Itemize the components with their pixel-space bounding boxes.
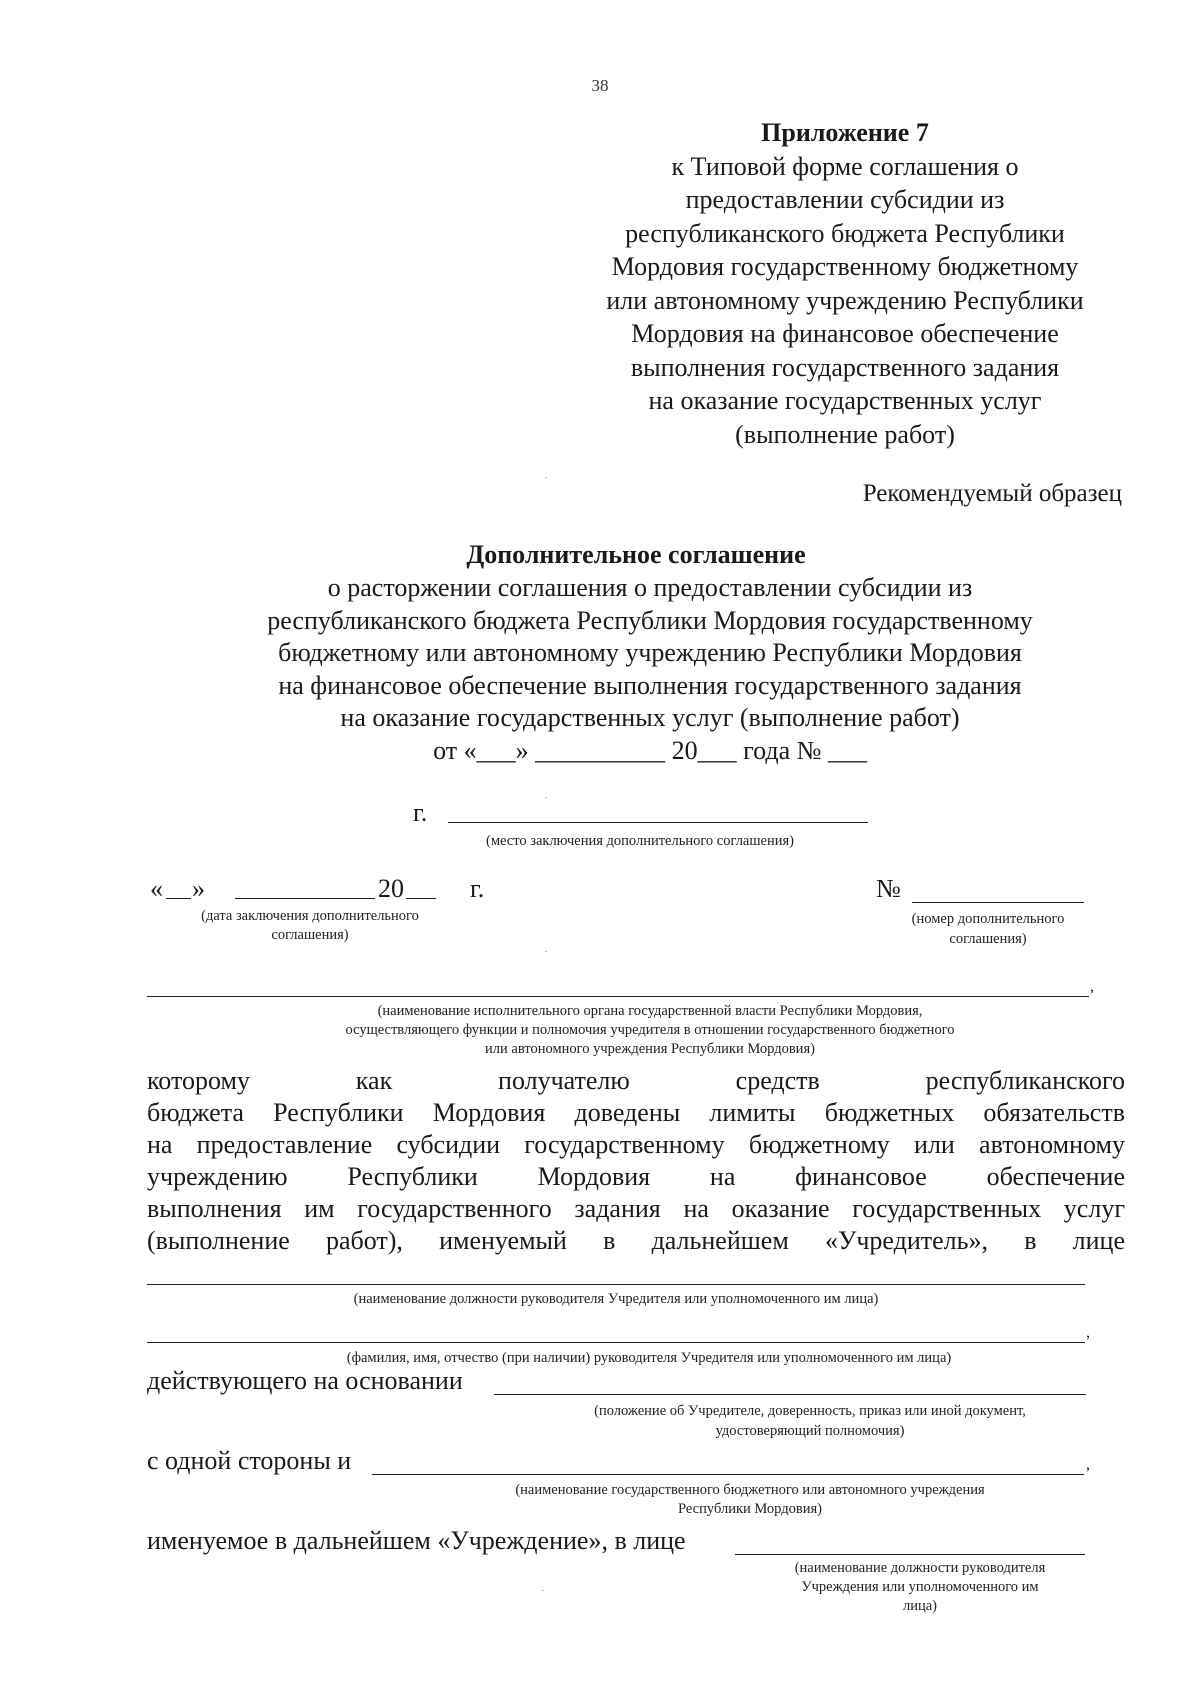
founder-paragraph-line: которому как получателю средств республиканского [147,1066,1125,1095]
founder-comma: , [1090,978,1094,995]
date-caption-1: (дата заключения дополнительного [201,908,419,924]
subtitle-line: о расторжении соглашения о предоставлении субсидии из [327,573,973,602]
agreement-title: Дополнительное соглашение [466,540,806,569]
date-year-field[interactable] [406,898,436,899]
institution-caption-3: лица) [902,1598,938,1614]
basis-field[interactable] [494,1394,1086,1395]
appendix-line: предоставлении субсидии из [685,185,1005,214]
appendix-line: Мордовия государственному бюджетному [611,252,1079,281]
number-caption-1: (номер дополнительного [911,911,1065,927]
number-sign: № [876,874,901,903]
agreement-number-field[interactable] [912,902,1084,903]
appendix-block [555,116,1135,451]
scan-speck [545,477,547,478]
date-year-prefix: 20 [378,874,404,903]
appendix-line: республиканского бюджета Республики [625,218,1065,248]
basis-caption-2: удостоверяющий полномочия) [715,1423,905,1439]
institution-head-field[interactable] [735,1554,1085,1555]
institution-name-field[interactable] [372,1474,1084,1475]
founder-name-caption: (фамилия, имя, отчество (при наличии) руководителя Учредителя или уполномоченного им лица) [346,1350,952,1366]
side-caption-2: Республики Мордовия) [678,1501,822,1517]
date-caption-2: соглашения) [271,927,349,943]
date-year-suffix: г. [470,874,485,903]
founder-position-field[interactable] [147,1284,1085,1285]
institution-label: именуемое в дальнейшем «Учреждение», в лице [147,1526,686,1555]
founder-paragraph-line: (выполнение работ), именуемый в дальнейшем «Учредитель», в лице [147,1226,1125,1255]
date-open-quote: « [150,874,163,903]
institution-caption-2: Учреждения или уполномоченного им [801,1579,1039,1595]
date-day-field[interactable] [166,898,191,899]
founder-paragraph-line: бюджета Республики Мордовия доведены лимиты бюджетных обязательств [147,1098,1125,1127]
subtitle-line: на оказание государственных услуг (выполнение работ) [340,703,960,732]
institution-caption-1: (наименование должности руководителя [794,1560,1046,1576]
founder-name-comma: , [1086,1324,1090,1341]
scan-speck [542,1590,544,1591]
founder-head-name-field[interactable] [147,1342,1085,1343]
place-prefix: г. [413,798,428,827]
agreement-date-line: от «___» __________ 20___ года № ___ [433,735,867,765]
date-month-field[interactable] [235,898,375,899]
date-close-quote: » [192,874,205,903]
basis-label: действующего на основании [147,1366,463,1395]
appendix-line: (выполнение работ) [735,419,955,449]
subtitle-line: республиканского бюджета Республики Мордовия государственному [267,605,1033,635]
founder-name-field[interactable] [147,996,1089,997]
founder-caption-3: или автономного учреждения Республики Мордовия) [485,1041,815,1057]
scan-speck [545,951,547,952]
place-caption: (место заключения дополнительного соглашения) [485,833,794,849]
founder-caption-1: (наименование исполнительного органа государственной власти Республики Мордовия, [377,1003,923,1019]
side-comma: , [1086,1456,1090,1473]
side-label: с одной стороны и [147,1446,352,1475]
appendix-line: к Типовой форме соглашения о [671,151,1019,181]
founder-paragraph-line: выполнения им государственного задания на оказание государственных услуг [147,1194,1125,1223]
page-number: 38 [591,76,609,95]
founder-caption-2: осуществляющего функции и полномочия учредителя в отношении государственного бюджетного [345,1022,955,1038]
appendix-line: или автономному учреждению Республики [606,285,1084,315]
number-caption-2: соглашения) [949,931,1027,947]
side-caption-1: (наименование государственного бюджетного или автономного учреждения [515,1482,985,1498]
appendix-line: на оказание государственных услуг [648,386,1042,415]
appendix-line: Мордовия на финансовое обеспечение [631,319,1059,348]
founder-paragraph-line: учреждению Республики Мордовия на финансовое обеспечение [147,1162,1125,1191]
basis-caption-1: (положение об Учредителе, доверенность, приказ или иной документ, [594,1403,1026,1419]
subtitle-line: на финансовое обеспечение выполнения государственного задания [278,670,1022,700]
founder-position-caption: (наименование должности руководителя Учредителя или уполномоченного им лица) [353,1291,879,1307]
agreement-subtitle [150,572,1150,767]
subtitle-line: бюджетному или автономному учреждению Республики Мордовия [278,638,1022,667]
appendix-line: выполнения государственного задания [630,352,1060,382]
scan-speck [545,797,547,798]
founder-paragraph-line: на предоставление субсидии государственному бюджетному или автономному [147,1130,1125,1159]
place-field[interactable] [448,822,868,823]
appendix-heading: Приложение 7 [761,118,929,147]
sample-label: Рекомендуемый образец [862,480,1122,507]
